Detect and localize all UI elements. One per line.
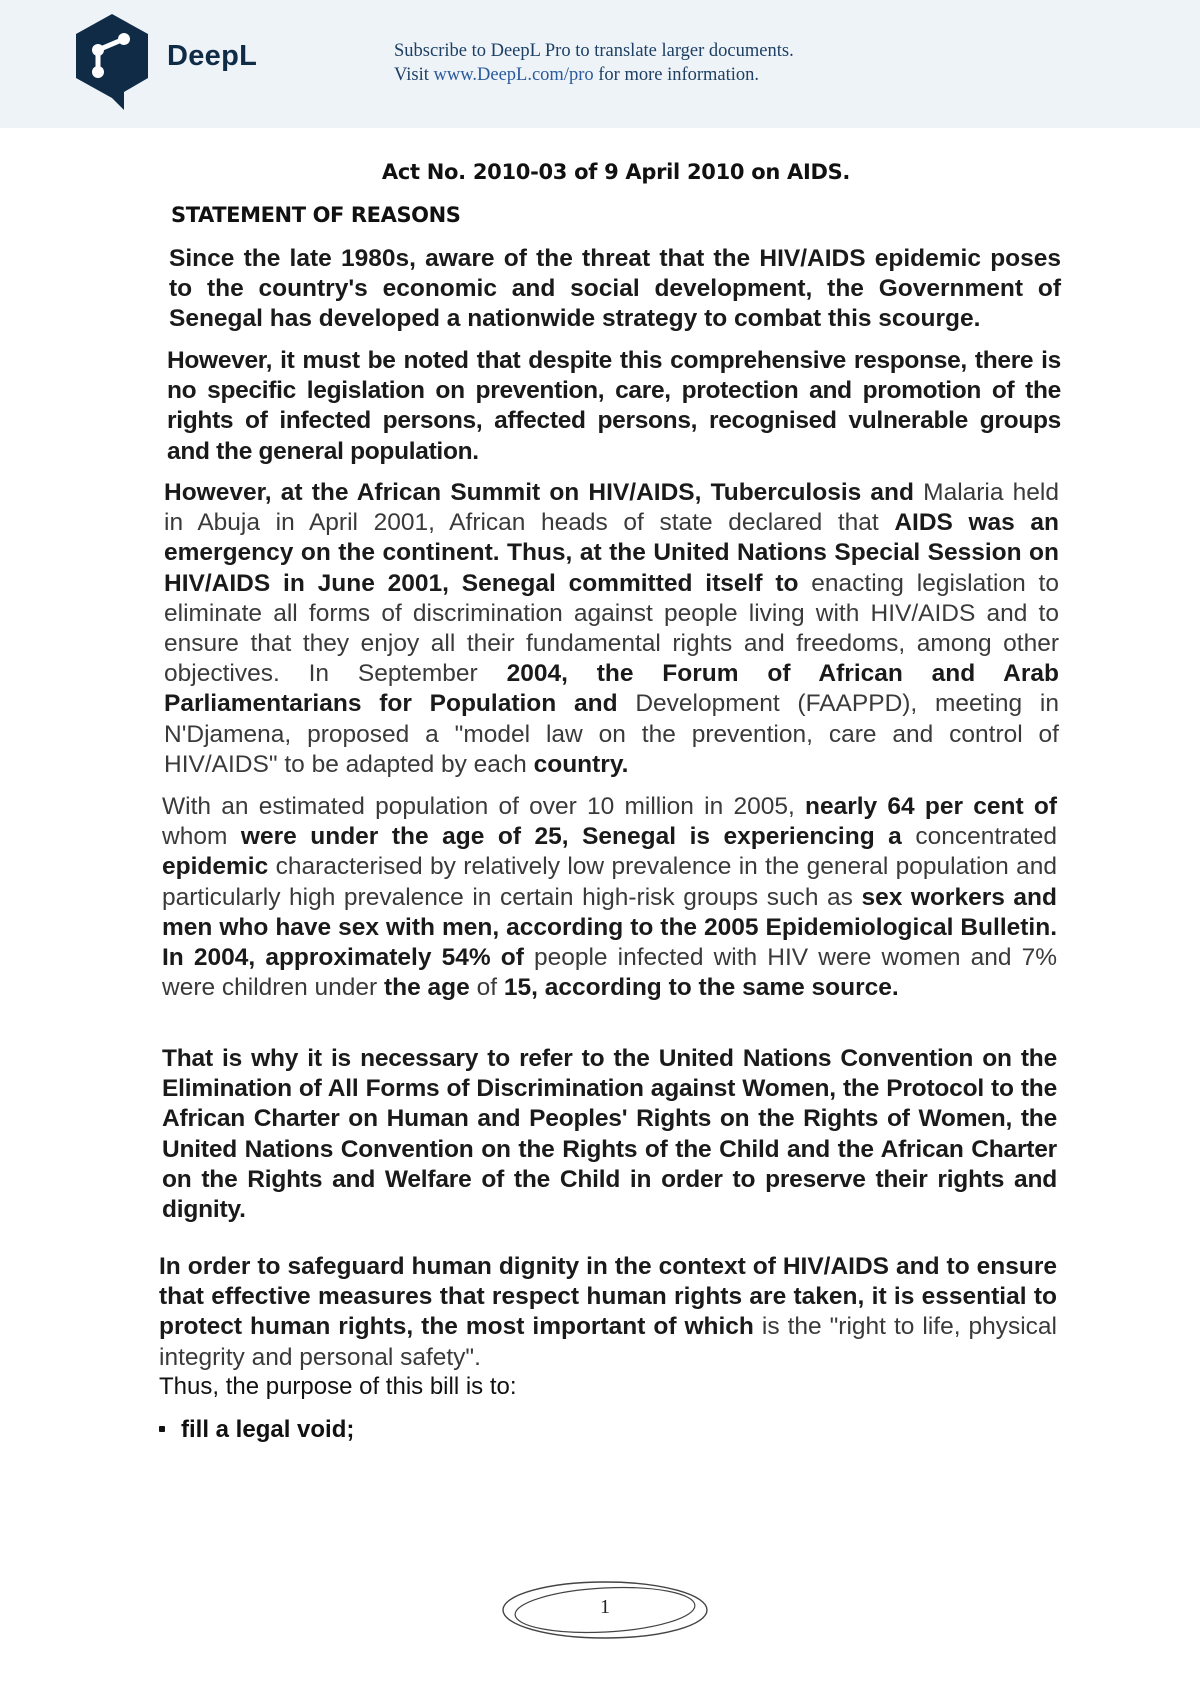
deepl-brand-name: DeepL — [167, 40, 258, 72]
paragraph-5: That is why it is necessary to refer to the United Nations Convention on the Elimination of All Forms of Discrimination against Women, the Protocol to the African Charter on Human and Peoples' Rights on the Rights of Women, the United Nations Convention on the Rights of the Child and the African Charter on the Rights and Welfare of the Child in order to preserve their rights and dignity. — [162, 1045, 1057, 1224]
paragraph-4-span: sex workers and men who have sex with men, according to the 2005 Epidemiological Bulletin. In 2004, approximately 54% of — [162, 883, 1057, 972]
bullet-item — [159, 1416, 354, 1444]
paragraph-4-span: characterised by relatively low prevalence in the general population and particularly high prevalence in certain high-risk groups such as — [162, 853, 1058, 911]
page-number: 1 — [600, 1596, 610, 1618]
bullet-icon — [159, 1426, 165, 1432]
section-heading: STATEMENT OF REASONS — [171, 203, 461, 227]
paragraph-6-span: In order to safeguard human dignity in the context of HIV/AIDS and to ensure that effective measures that respect human rights are taken, it is essential to protect human rights, the most important of which — [159, 1253, 1057, 1341]
promo-message — [394, 39, 794, 87]
paragraph-4-span: nearly 64 per cent of — [805, 793, 1057, 820]
promo-line-2-suffix: for more information. — [593, 65, 760, 85]
paragraph-4-span: people infected with HIV were women and 7% were children under — [162, 944, 1057, 1002]
paragraph-4-span: epidemic — [162, 853, 276, 881]
paragraph-4-span: With an estimated population of over 10 million in 2005, — [162, 793, 805, 820]
paragraph-4-span: 15, according to the same source. — [503, 974, 899, 1002]
deepl-banner — [0, 0, 1200, 128]
paragraph-3-span: However, at the African Summit on HIV/AIDS, Tuberculosis and — [164, 479, 924, 506]
paragraph-3-span: 2004, the Forum of African and Arab Parliamentarians for Population and — [164, 660, 1059, 718]
paragraph-3-span: Development (FAAPPD), meeting in N'Djamena, proposed a "model law on the prevention, care and control of HIV/AIDS" to be adapted by each — [164, 690, 1059, 778]
paragraph-3-span: enacting legislation to eliminate all forms of discrimination against people living with HIV/AIDS and to ensure that they enjoy all their fundamental rights and freedoms, among other objectives. In September — [164, 569, 1059, 688]
paragraph-6 — [159, 1252, 1057, 1373]
paragraph-4-span: the age — [383, 974, 477, 1002]
paragraph-1: Since the late 1980s, aware of the threat that the HIV/AIDS epidemic poses to the country's economic and social development, the Government of Senegal has developed a nationwide strategy to combat this scourge. — [169, 245, 1061, 333]
paragraph-3-span: country. — [533, 750, 629, 778]
paragraph-3-span: AIDS was an emergency on the continent. Thus, at the United Nations Special Session on HIV/AIDS in June 2001, Senegal committed itself to — [164, 509, 1059, 597]
paragraph-4-span: of — [476, 974, 504, 1002]
bullet-text: fill a legal void; — [181, 1416, 355, 1443]
deepl-logo-icon — [72, 12, 152, 112]
paragraph-3-span: Malaria held in Abuja in April 2001, African heads of state declared that — [164, 479, 1059, 537]
paragraph-6-span: is the "right to life, physical integrity and personal safety". — [159, 1313, 1057, 1371]
deepl-pro-link[interactable]: www.DeepL.com/pro — [433, 65, 594, 85]
paragraph-4 — [162, 792, 1057, 1003]
promo-line-1: Subscribe to DeepL Pro to translate larger documents. — [394, 41, 794, 61]
promo-line-2 — [394, 63, 794, 87]
paragraph-3 — [164, 478, 1059, 780]
page-number-badge — [500, 1578, 710, 1642]
paragraph-4-span: were under the age of 25, Senegal is experiencing a — [240, 823, 916, 851]
purpose-intro: Thus, the purpose of this bill is to: — [159, 1373, 517, 1400]
paragraph-4-span: whom — [162, 823, 241, 851]
document-title: Act No. 2010-03 of 9 April 2010 on AIDS. — [381, 160, 851, 184]
promo-line-2-prefix: Visit — [394, 65, 434, 85]
paragraph-4-span: concentrated — [915, 823, 1057, 851]
paragraph-2: However, it must be noted that despite this comprehensive response, there is no specific legislation on prevention, care, protection and promotion of the rights of infected persons, affected persons, recognised vulnerable groups and the general population. — [167, 347, 1061, 465]
